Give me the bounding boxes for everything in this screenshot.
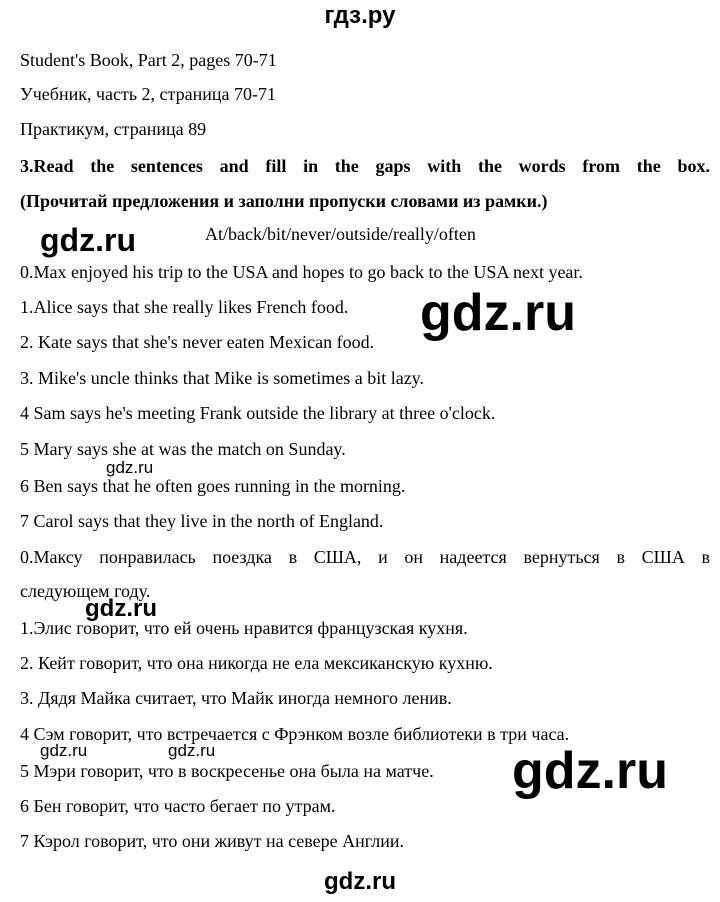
russian-sentence-0-line-1: 0.Максу понравилась поездка в США, и он надеется вернуться в США в — [20, 547, 710, 567]
russian-sentence-2: 2. Кейт говорит, что она никогда не ела мексиканскую кухню. — [20, 653, 493, 673]
russian-sentence-1: 1.Элис говорит, что ей очень нравится французская кухня. — [20, 618, 468, 638]
english-sentence-5: 5 Mary says she at was the match on Sunday. — [20, 439, 346, 459]
english-sentence-0: 0.Max enjoyed his trip to the USA and hopes to go back to the USA next year. — [20, 262, 583, 282]
site-header: гдз.ру — [324, 2, 396, 29]
english-sentence-3: 3. Mike's uncle thinks that Mike is sometimes a bit lazy. — [20, 368, 425, 388]
russian-sentence-3: 3. Дядя Майка считает, что Майк иногда немного ленив. — [20, 688, 452, 708]
word-box: At/back/bit/never/outside/really/often — [205, 224, 476, 244]
russian-sentence-4: 4 Сэм говорит, что встречается с Фрэнком возле библиотеки в три часа. — [20, 724, 570, 744]
english-sentence-6: 6 Ben says that he often goes running in the morning. — [20, 476, 406, 496]
watermark-logo: gdz.ru — [40, 222, 136, 258]
russian-sentence-0-line-2: следующем году. — [20, 581, 151, 601]
english-sentence-4: 4 Sam says he's meeting Frank outside the library at three o'clock. — [20, 403, 496, 423]
watermark-logo: gdz.ru — [40, 741, 88, 760]
watermark-logo: gdz.ru — [106, 458, 154, 477]
russian-sentence-7: 7 Кэрол говорит, что они живут на севере Англии. — [20, 831, 405, 851]
english-sentence-1: 1.Alice says that she really likes French food. — [20, 297, 349, 317]
english-sentence-2: 2. Kate says that she's never eaten Mexican food. — [20, 332, 375, 352]
task-heading-russian: (Прочитай предложения и заполни пропуски словами из рамки.) — [20, 191, 548, 211]
source-line-students-book: Student's Book, Part 2, pages 70-71 — [20, 50, 277, 70]
russian-sentence-5: 5 Мэри говорит, что в воскресенье она была на матче. — [20, 761, 434, 781]
watermark-logo: gdz.ru — [420, 284, 576, 342]
watermark-logo: gdz.ru — [168, 741, 216, 760]
watermark-logo: gdz.ru — [85, 595, 157, 622]
russian-sentence-6: 6 Бен говорит, что часто бегает по утрам. — [20, 796, 336, 816]
task-heading-english: 3.Read the sentences and fill in the gaps with the words from the box. — [20, 156, 710, 176]
source-line-uchebnik: Учебник, часть 2, страница 70-71 — [20, 84, 277, 104]
english-sentence-7: 7 Carol says that they live in the north of England. — [20, 511, 384, 531]
watermark-logo: gdz.ru — [512, 742, 668, 800]
site-footer: gdz.ru — [324, 868, 396, 895]
source-line-praktikum: Практикум, страница 89 — [20, 119, 207, 139]
